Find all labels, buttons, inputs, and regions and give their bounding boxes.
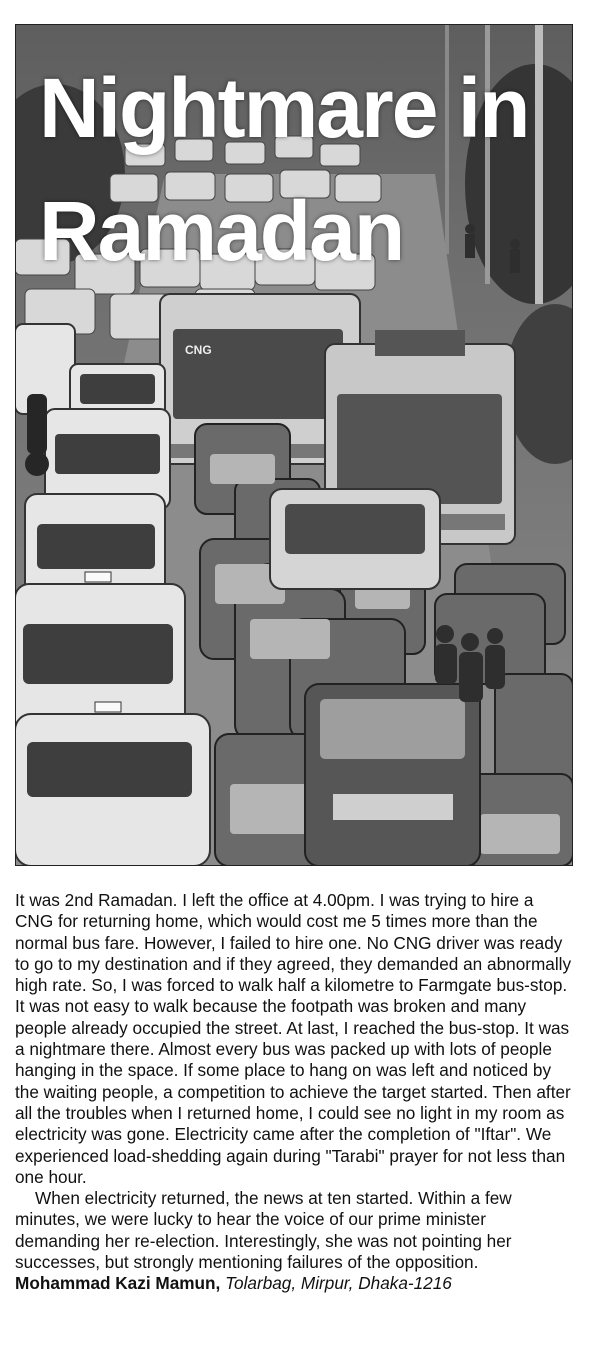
article-body	[15, 890, 575, 1295]
article-paragraph-2: When electricity returned, the news at ten started. Within a few minutes, we were lucky to hear the voice of our prime minister demanding her re-election. Interestingly, she was not pointing her successes, but strongly mentioning failures of the opposition.	[15, 1188, 512, 1273]
traffic-jam-photo	[15, 24, 573, 866]
bus-sign: CNG	[185, 343, 212, 357]
byline-address: Tolarbag, Mirpur, Dhaka-1216	[225, 1273, 452, 1294]
byline-name: Mohammad Kazi Mamun,	[15, 1273, 221, 1294]
headline-line-2: Ramadan	[39, 184, 404, 278]
article-paragraph-1: It was 2nd Ramadan. I left the office at 4.00pm. I was trying to hire a CNG for returning home, which would cost me 5 times more than the normal bus fare. However, I failed to hire one. No CNG driver was ready to go to my destination and if they agreed, they demanded an abnormally high rate. So, I was forced to walk half a kilometre to Farmgate bus-stop. It was not easy to walk because the footpath was broken and many people already occupied the street. At last, I reached the bus-stop. It was a nightmare there. Almost every bus was packed up with lots of people hanging in the space. If some place to hang on was left and noticed by the waiting people, a competition to achieve the target started. Then after all the troubles when I returned home, I could see no light in my room as electricity was gone. Electricity came after the completion of "Iftar". We experienced load-shedding again during "Tarabi" prayer for not less than one hour.	[15, 890, 572, 1187]
headline-line-1: Nightmare in	[39, 61, 529, 155]
byline	[15, 1273, 575, 1294]
